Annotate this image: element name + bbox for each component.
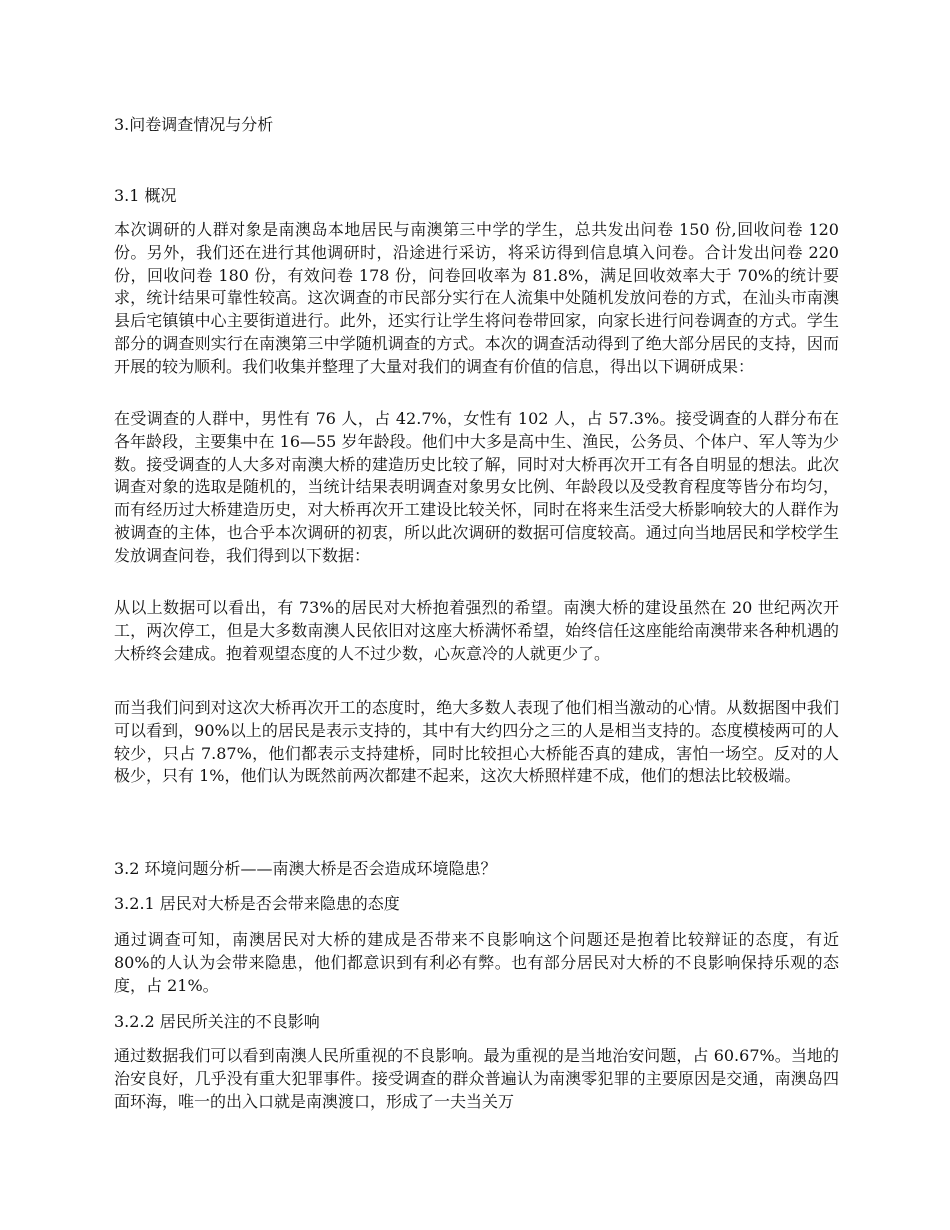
paragraph-bridge-hope: 从以上数据可以看出，有 73%的居民对大桥抱着强烈的希望。南澳大桥的建设虽然在 20 世纪两次开工，两次停工，但是大多数南澳人民依旧对这座大桥满怀希望，始终信任这座能给南澳带来各种机遇的大桥终会建成。抱着观望态度的人不过少数，心灰意冷的人就更少了。 <box>114 598 839 663</box>
paragraph-survey-overview: 本次调研的人群对象是南澳岛本地居民与南澳第三中学的学生，总共发出问卷 150 份,回收问卷 120 份。另外，我们还在进行其他调研时，沿途进行采访，将采访得到信息填入问卷。合计发出问卷 220 份，回收问卷 180 份，有效问卷 178 份，问卷回收率为 81.8%，满足回收效率大于 70%的统计要求，统计结果可靠性较高。这次调查的市民部分实行在人流集中处随机发放问卷的方式，在汕头市南澳县后宅镇镇中心主要街道进行。此外，还实行让学生将问卷带回家，向家长进行问卷调查的方式。学生部分的调查则实行在南澳第三中学随机调查的方式。本次的调查活动得到了绝大部分居民的支持，因而开展的较为顺利。我们收集并整理了大量对我们的调查有价值的信息，得出以下调研成果： <box>114 220 839 376</box>
section-3-1-heading: 3.1 概况 <box>114 186 177 205</box>
paragraph-negative-impacts: 通过数据我们可以看到南澳人民所重视的不良影响。最为重视的是当地治安问题，占 60.67%。当地的治安良好，几乎没有重大犯罪事件。接受调查的群众普遍认为南澳零犯罪的主要原因是交通，南澳岛四面环海，唯一的出入口就是南澳渡口，形成了一夫当关万 <box>114 1046 839 1111</box>
section-3-2-heading: 3.2 环境问题分析——南澳大桥是否会造成环境隐患？ <box>114 859 497 878</box>
section-3-heading: 3.问卷调查情况与分析 <box>114 115 274 134</box>
paragraph-restart-attitude: 而当我们问到对这次大桥再次开工的态度时，绝大多数人表现了他们相当激动的心情。从数据图中我们可以看到，90%以上的居民是表示支持的，其中有大约四分之三的人是相当支持的。态度模棱两可的人较少，只占 7.87%，他们都表示支持建桥，同时比较担心大桥能否真的建成，害怕一场空。反对的人极少，只有 1%，他们认为既然前两次都建不起来，这次大桥照样建不成，他们的想法比较极端。 <box>114 698 839 786</box>
section-3-2-1-heading: 3.2.1 居民对大桥是否会带来隐患的态度 <box>114 894 400 913</box>
section-3-2-2-heading: 3.2.2 居民所关注的不良影响 <box>114 1012 320 1031</box>
paragraph-respondent-profile: 在受调查的人群中，男性有 76 人，占 42.7%，女性有 102 人，占 57.3%。接受调查的人群分布在各年龄段，主要集中在 16—55 岁年龄段。他们中大多是高中生、渔民，公务员、个体户、军人等为少数。接受调查的人大多对南澳大桥的建造历史比较了解，同时对大桥再次开工有各自明显的想法。此次调查对象的选取是随机的，当统计结果表明调查对象男女比例、年龄段以及受教育程度等皆分布均匀，而有经历过大桥建造历史，对大桥再次开工建设比较关怀，同时在将来生活受大桥影响较大的人群作为被调查的主体，也合乎本次调研的初衷，所以此次调研的数据可信度较高。通过向当地居民和学校学生发放调查问卷，我们得到以下数据： <box>114 409 839 565</box>
paragraph-hazard-attitude: 通过调查可知，南澳居民对大桥的建成是否带来不良影响这个问题还是抱着比较辩证的态度，有近 80%的人认为会带来隐患，他们都意识到有利必有弊。也有部分居民对大桥的不良影响保持乐观的态度，占 21%。 <box>114 930 839 995</box>
